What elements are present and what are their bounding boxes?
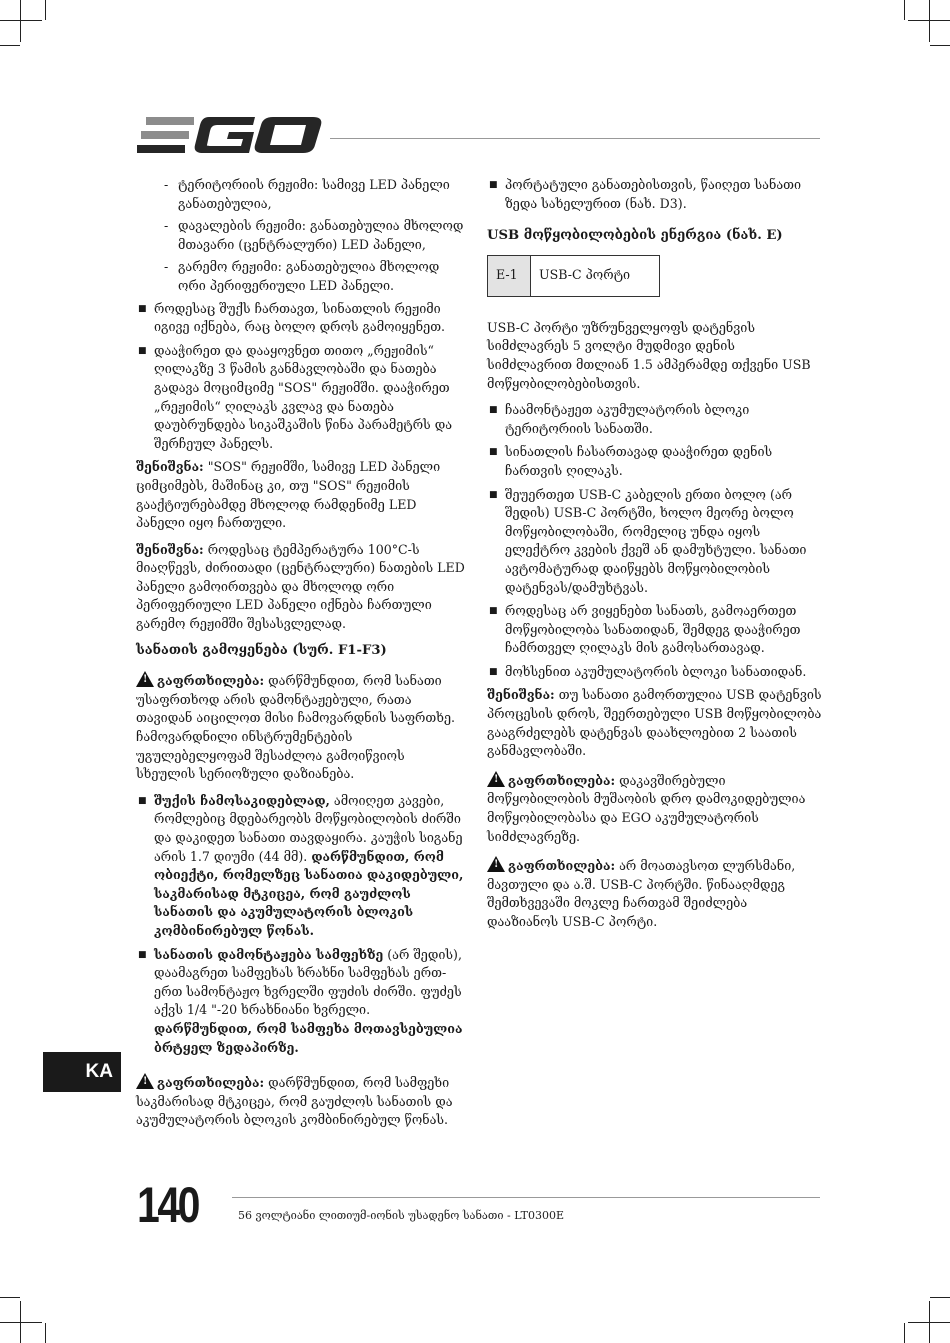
header-rule <box>330 138 820 139</box>
list-item: ■ დააჭირეთ და დააყოვნეთ თითო „რეჟიმის“ ღილაკზე 3 წამის განმავლობაში და ნათება გადავა მოციმციმე "SOS" რეჟიმში. დააჭირეთ „რეჟიმის“ ღილაკს კვლავ და ნათება დაუბრუნდება სიკაშკაშის წინა პარამეტრს და შერჩეულ პანელს. <box>138 342 453 451</box>
list-item: ■ შუქის ჩამოსაკიდებლად, ამოიღეთ კავები, რომლებიც მდებარეობს მოწყობილობის ძირში და დაკიდეთ სანათი თავდაყირა. კაუჭის სიგანე არის 1.7 დიუმი (44 მმ). დარწმუნდით, რომ ობიექტი, რომელზეც სანათია დაკიდებული, საკმარისად მტკიცეა, რომ გაუძლოს სანათის და აკუმულატორის ბლოკის კომბინირებულ წონას. <box>138 792 464 938</box>
intro-paragraph: USB-C პორტი უზრუნველყოფს დატენვის სიმძლავრეს 5 ვოლტი მუდმივი დენის სიმძლავრით მთლიან 1.5 ამპერამდე თქვენი USB მოწყობილობებისთვის. <box>487 319 811 391</box>
warning-icon <box>136 1073 154 1089</box>
list-item: ■ მოხსენით აკუმულატორის ბლოკი სანათიდან. <box>489 663 807 679</box>
language-code: KA <box>85 1061 113 1082</box>
crop-mark <box>929 0 930 42</box>
warning-paragraph: !გაფრთხილება: დარწმუნდით, რომ სანათი უსაფრთხოდ არის დამონტაჟებული, რათა თავიდან აიცილოთ მისი ჩამოვარდნის საფრთხე. ჩამოვარდნილი ინსტრუმენტების უგულებელყოფამ შესაძლოა გამოიწვიოს სხეულის სერიოზული დაზიანება. <box>136 669 466 784</box>
legend-table <box>487 255 660 297</box>
warning-paragraph: !გაფრთხილება: არ მოათავსოთ ლურსმანი, მავთული და ა.შ. USB-C პორტში. წინააღმდეგ შემთხვევაში მოკლე ჩართვამ შეიძლება დააზიანოს USB-C პორტი. <box>487 854 822 931</box>
crop-mark <box>904 0 905 20</box>
language-tab <box>43 1052 121 1092</box>
crop-mark <box>45 1323 46 1343</box>
list-item: ■ როდესაც შუქს ჩართავთ, სინათლის რეჟიმი იგივე იქნება, რაც ბოლო დროს გამოიყენეთ. <box>138 300 446 335</box>
table-cell-label: USB-C პორტი <box>531 255 660 296</box>
footer-title: 56 ვოლტიანი ლითიუმ-იონის უსადენო სანათი - LT0300E <box>238 1209 564 1222</box>
warning-paragraph: !გაფრთხილება: დაკავშირებული მოწყობილობის მუშაობის დრო დამოკიდებულია მოწყობილობასა და EGO აკუმულატორის სიმძლავრეზე. <box>487 769 822 846</box>
warning-label: გაფრთხილება: <box>508 772 616 788</box>
crop-mark <box>908 1322 950 1323</box>
list-item: ■ ჩაამონტაჟეთ აკუმულატორის ბლოკი ტერიტორიის სანათში. <box>489 402 750 436</box>
warning-icon <box>487 856 505 872</box>
ego-logo <box>137 115 322 157</box>
list-item: ■ პორტატული განათებისთვის, წაიღეთ სანათი ზედა სახელურით (ნახ. D3). <box>489 177 802 211</box>
crop-mark <box>904 1323 905 1343</box>
table-cell-code: E-1 <box>488 255 531 296</box>
crop-mark <box>930 1297 950 1298</box>
section-heading: USB მოწყობილობების ენერგია (ნახ. E) <box>487 228 783 244</box>
page-number: 140 <box>137 1177 199 1233</box>
table-row <box>488 255 660 296</box>
warning-paragraph: !გაფრთხილება: დარწმუნდით, რომ სამფეხი საკმარისად მტკიცეა, რომ გაუძლოს სანათის და აკუმულატორის ბლოკის კომბინირებულ წონას. <box>136 1071 466 1130</box>
warning-icon <box>487 771 505 787</box>
warning-icon <box>136 671 154 687</box>
warning-label: გაფრთხილება: <box>508 858 616 874</box>
left-column <box>136 176 466 1138</box>
list-item: ■ შეუერთეთ USB-C კაბელის ერთი ბოლო (არ შედის) USB-C პორტში, ხოლო მეორე ბოლო მოწყობილობაში, რომელიც უნდა იყოს ელექტრო კვების ქვეშ ან დამუხტული. სანათი ავტომატურად დაიწყებს მოწყობილობის დატენვას/დამუხტვას. <box>489 486 807 595</box>
note-paragraph: შენიშვნა: "SOS" რეჟიმში, სამივე LED პანელი ციმციმებს, მაშინაც კი, თუ "SOS" რეჟიმის გააქტიურებამდე მხოლოდ რამდენიმე LED პანელი იყო ჩართული. <box>136 459 441 531</box>
crop-mark <box>0 45 20 46</box>
crop-mark <box>0 20 42 21</box>
right-column <box>487 176 822 940</box>
note-paragraph: შენიშვნა: როდესაც ტემპერატურა 100°C-ს მიაღწევს, ძირითადი (ცენტრალური) ნათების LED პანელი გამოირთვება და მხოლოდ ორი პერიფერიული LED პანელი იქნება ჩართული გარემო რეჟიმში შესასვლელად. <box>136 541 465 632</box>
footer-rule <box>232 1197 820 1198</box>
crop-mark <box>20 0 21 42</box>
crop-mark <box>0 1322 42 1323</box>
warning-label: გაფრთხილება: <box>157 1075 265 1091</box>
section-heading: სანათის გამოყენება (სურ. F1-F3) <box>136 642 387 658</box>
list-item: - ტერიტორიის რეჟიმი: სამივე LED პანელი განათებულია, <box>164 177 450 211</box>
crop-mark <box>930 45 950 46</box>
list-item: - დავალების რეჟიმი: განათებულია მხოლოდ მთავარი (ცენტრალური) LED პანელი, <box>164 218 464 252</box>
note-label: შენიშვნა: <box>136 541 204 557</box>
note-paragraph: შენიშვნა: თუ სანათი გამორთულია USB დატენვის პროცესის დროს, შეერთებული USB მოწყობილობა გააგრძელებს დატენვას დაახლოებით 2 საათის განმავლობაში. <box>487 687 822 759</box>
crop-mark <box>0 1297 20 1298</box>
note-label: შენიშვნა: <box>136 459 204 475</box>
list-item: ■ სინათლის ჩასართავად დააჭირეთ დენის ჩართვის ღილაკს. <box>489 444 773 478</box>
crop-mark <box>45 0 46 20</box>
list-item: ■ როდესაც არ ვიყენებთ სანათს, გამოაერთეთ მოწყობილობა სანათიდან, შემდეგ დააჭირეთ ჩამრთველ ღილაკს მის გამოსართავად. <box>489 603 801 656</box>
warning-label: გაფრთხილება: <box>157 673 265 689</box>
note-label: შენიშვნა: <box>487 687 555 703</box>
list-item: - გარემო რეჟიმი: განათებულია მხოლოდ ორი პერიფერიული LED პანელი. <box>164 259 440 293</box>
list-item: ■ სანათის დამონტაჟება სამფეხზე (არ შედის), დაამაგრეთ სამფეხას ხრახნი სამფეხას ერთ-ერთ სამონტაჟო ხვრელში ფუძის ძირში. ფუძეს აქვს 1/4 "-20 ხრახნიანი ხვრელი. დარწმუნდით, რომ სამფეხა მოთავსებულია ბრტყელ ზედაპირზე. <box>138 946 463 1055</box>
crop-mark <box>908 20 950 21</box>
